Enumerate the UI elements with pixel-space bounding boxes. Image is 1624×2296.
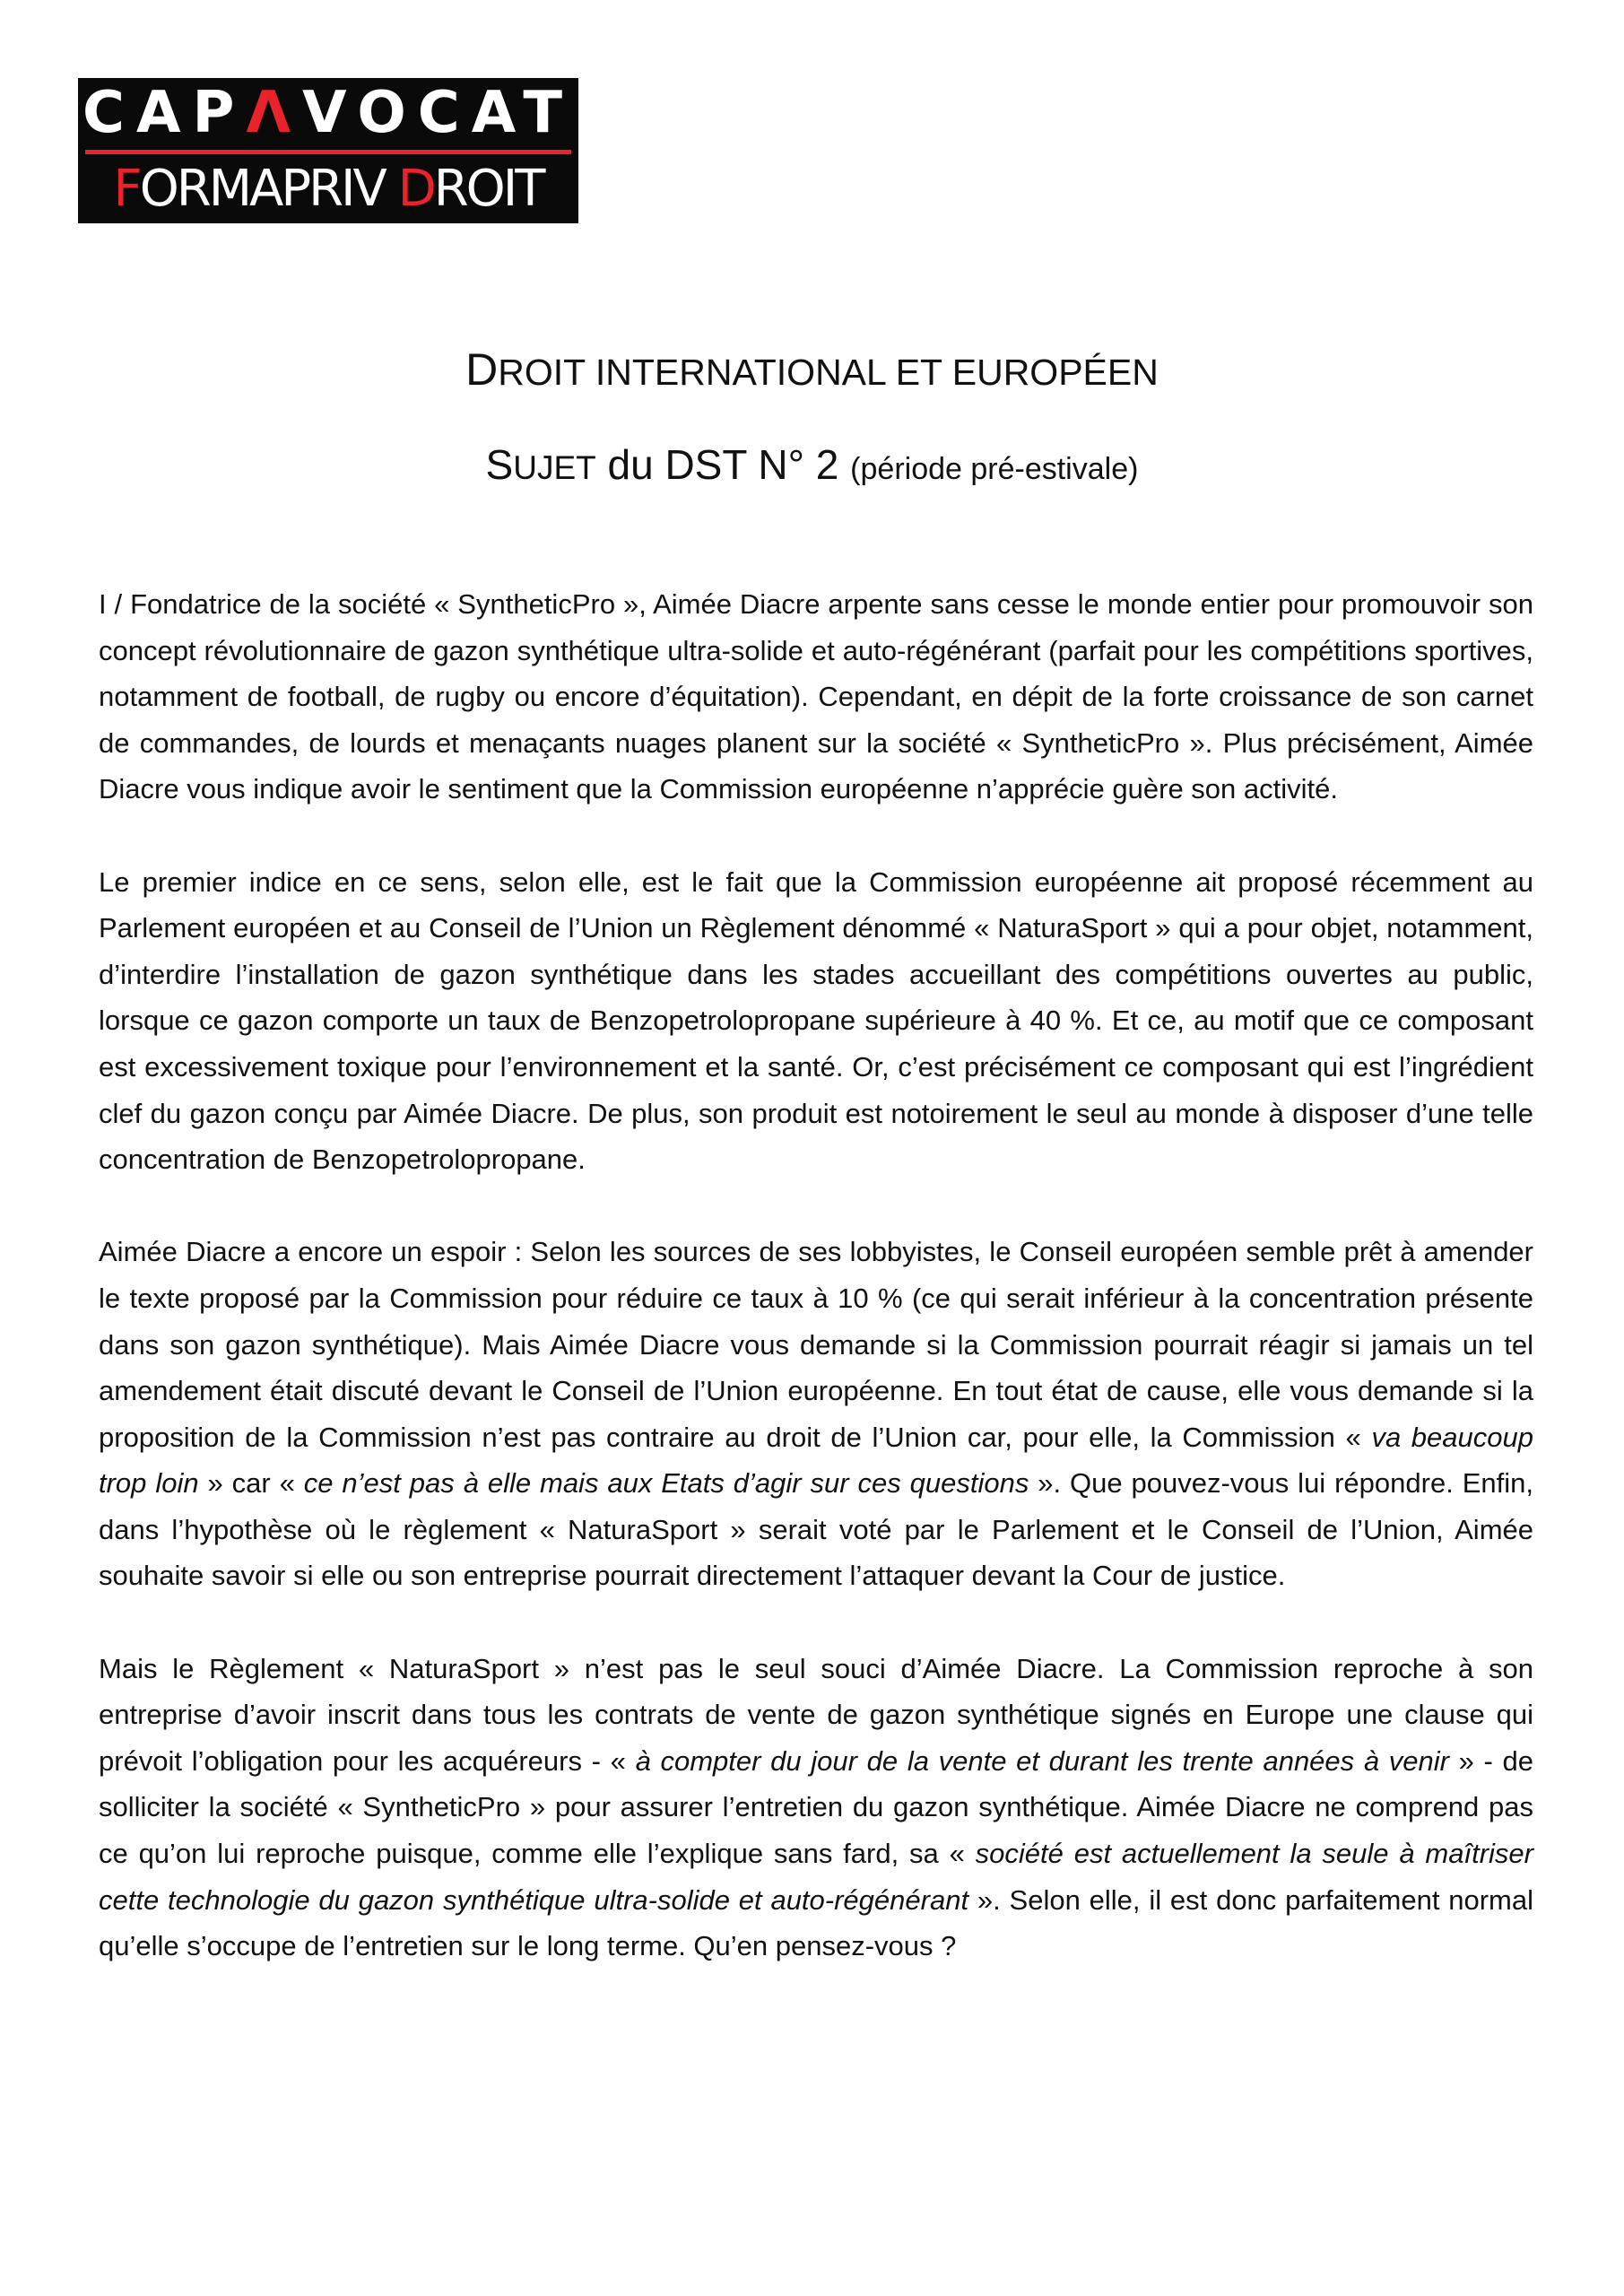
logo-divider — [85, 150, 571, 154]
title-rest: ROIT INTERNATIONAL ET EUROPÉEN — [498, 352, 1159, 393]
logo-text-vocat: VOCAT — [301, 80, 574, 146]
logo-text-accent: Λ — [246, 80, 302, 146]
document-title — [0, 339, 1624, 403]
paragraph-3-text-e: ». Que pouvez-vous lui répondre. Enfin, dans l’hypothèse où le règlement « NaturaSport » serait voté par le Parlement et le Conseil de l’Union, Aimée souhaite savoir si elle ou son entreprise pourrait directement l’attaquer devant la Cour de justice. — [99, 1467, 1533, 1592]
paragraph-4-text-e: ». Selon elle, il est donc parfaitement normal qu’elle s’occupe de l’entretien sur le long terme. Qu’en pensez-vous ? — [99, 1883, 1533, 1962]
logo-text-ormapriv: ORMAPRIV — [139, 160, 398, 218]
paragraph-3-quote-1: va beaucoup trop loin — [99, 1421, 1533, 1500]
subtitle-note: (période pré-estivale) — [850, 452, 1139, 486]
paragraph-2 — [99, 859, 1533, 1183]
paragraph-1-text: Fondatrice de la société « SyntheticPro », Aimée Diacre arpente sans cesse le monde entier pour promouvoir son concept révolutionnaire de gazon synthétique ultra-solide et auto-régénérant (parfait pour les compétitions sportives, notamment de football, de rugby ou encore d’équitation). Cependant, en dépit de la forte croissance de son carnet de commandes, de lourds et menaçants nuages planent sur la société « SyntheticPro ». Plus précisément, Aimée Diacre vous indique avoir le sentiment que la Commission européenne n’apprécie guère son activité. — [99, 588, 1534, 805]
paragraph-3-text-a: Aimée Diacre a encore un espoir : Selon les sources de ses lobbyistes, le Conseil européen semble prêt à amender le texte proposé par la Commission pour réduire ce taux à 10 % (ce qui serait inférieur à la concentration présente dans son gazon synthétique). Mais Aimée Diacre vous demande si la Commission pourrait réagir si jamais un tel amendement était discuté devant le Conseil de l’Union européenne. En tout état de cause, elle vous demande si la proposition de la Commission n’est pas contraire au droit de l’Union car, pour elle, la Commission « — [99, 1236, 1533, 1453]
logo-text-d: D — [397, 160, 434, 218]
document-subtitle — [0, 436, 1624, 498]
logo-line-formapriv — [78, 157, 578, 222]
paragraph-4-quote-2: société est actuellement la seule à maîtriser cette technologie du gazon synthétique ultra-solide et auto-régénérant — [99, 1838, 1533, 1916]
paragraph-1 — [99, 581, 1533, 813]
paragraph-3-text-c: » car « — [198, 1467, 304, 1500]
logo-line-capavocat — [78, 78, 578, 148]
paragraph-4 — [99, 1646, 1533, 1970]
logo-text-cap: CAP — [83, 80, 247, 146]
paragraph-4-quote-1: à compter du jour de la vente et durant les trente années à venir — [635, 1744, 1449, 1777]
paragraph-3-quote-2: ce n’est pas à elle mais aux Etats d’agir sur ces questions — [303, 1467, 1029, 1500]
title-initial: D — [465, 344, 499, 395]
subtitle-initial: S — [485, 441, 514, 488]
part-marker: I / — [99, 588, 123, 620]
subtitle-smallcaps: UJET — [513, 449, 596, 486]
paragraph-3 — [99, 1229, 1533, 1599]
logo-text-roit: ROIT — [433, 160, 543, 218]
paragraph-4-text-c: » - de solliciter la société « SyntheticPro » pour assurer l’entretien du gazon synthétique. Aimée Diacre ne comprend pas ce qu’on lui reproche puisque, comme elle l’explique sans fard, sa « — [99, 1744, 1534, 1870]
paragraph-4-text-a: Mais le Règlement « NaturaSport » n’est pas le seul souci d’Aimée Diacre. La Commission reproche à son entreprise d’avoir inscrit dans tous les contrats de vente de gazon synthétique signés en Europe une clause qui prévoit l’obligation pour les acquéreurs - « — [99, 1652, 1533, 1777]
logo-text-f: F — [113, 160, 140, 218]
subtitle-main: du DST N° 2 — [595, 441, 851, 488]
document-body — [99, 581, 1533, 2015]
paragraph-2-text: Le premier indice en ce sens, selon elle, est le fait que la Commission européenne ait proposé récemment au Parlement européen et au Conseil de l’Union un Règlement dénommé « NaturaSport » qui a pour objet, notamment, d’interdire l’installation de gazon synthétique dans les stades accueillant des compétitions ouvertes au public, lorsque ce gazon comporte un taux de Benzopetrolopropane supérieure à 40 %. Et ce, au motif que ce composant est excessivement toxique pour l’environnement et la santé. Or, c’est précisément ce composant qui est l’ingrédient clef du gazon conçu par Aimée Diacre. De plus, son produit est notoirement le seul au monde à disposer d’une telle concentration de Benzopetrolopropane. — [99, 865, 1533, 1176]
capavocat-logo — [78, 78, 578, 223]
